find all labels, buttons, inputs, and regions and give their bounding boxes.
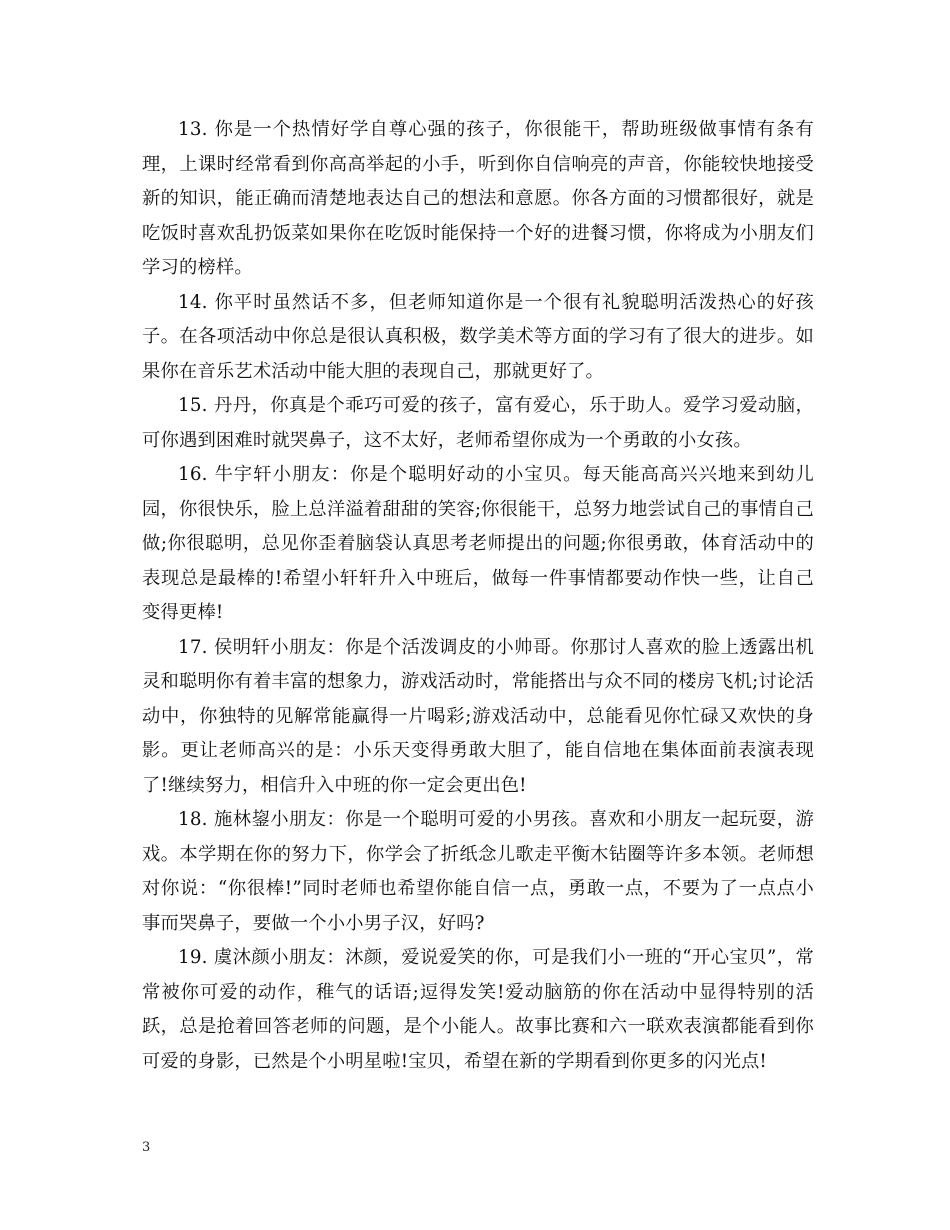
paragraph-15: 15. 丹丹，你真是个乖巧可爱的孩子，富有爱心，乐于助人。爱学习爱动脑，可你遇到困难时就哭鼻子，这不太好，老师希望你成为一个勇敢的小女孩。 bbox=[142, 395, 814, 451]
paragraph-19: 19. 虞沐颜小朋友：沐颜，爱说爱笑的你，可是我们小一班的“开心宝贝”，常常被你可爱的动作，稚气的话语;逗得发笑!爱动脑筋的你在活动中显得特别的活跃，总是抢着回答老师的问题，是个小能人。故事比赛和六一联欢表演都能看到你可爱的身影，已然是个小明星啦!宝贝，希望在新的学期看到你更多的闪光点! bbox=[142, 947, 814, 1072]
paragraph-13: 13. 你是一个热情好学自尊心强的孩子，你很能干，帮助班级做事情有条有理，上课时经常看到你高高举起的小手，听到你自信响亮的声音，你能较快地接受新的知识，能正确而清楚地表达自己的想法和意愿。你各方面的习惯都很好，就是吃饭时喜欢乱扔饭菜如果你在吃饭时能保持一个好的进餐习惯，你将成为小朋友们学习的榜样。 bbox=[142, 119, 814, 278]
page-number: 3 bbox=[142, 1140, 151, 1155]
paragraph-18: 18. 施林鋆小朋友：你是一个聪明可爱的小男孩。喜欢和小朋友一起玩耍，游戏。本学期在你的努力下，你学会了折纸念儿歌走平衡木钻圈等许多本领。老师想对你说：“你很棒!”同时老师也希望你能自信一点，勇敢一点，不要为了一点点小事而哭鼻子，要做一个小小男子汉，好吗? bbox=[142, 809, 814, 934]
paragraph-17: 17. 侯明轩小朋友：你是个活泼调皮的小帅哥。你那讨人喜欢的脸上透露出机灵和聪明你有着丰富的想象力，游戏活动时，常能搭出与众不同的楼房飞机;讨论活动中，你独特的见解常能赢得一片喝彩;游戏活动中，总能看见你忙碌又欢快的身影。更让老师高兴的是：小乐天变得勇敢大胆了，能自信地在集体面前表演表现了!继续努力，相信升入中班的你一定会更出色! bbox=[142, 636, 814, 796]
paragraph-16: 16. 牛宇轩小朋友：你是个聪明好动的小宝贝。每天能高高兴兴地来到幼儿园，你很快乐，脸上总洋溢着甜甜的笑容;你很能干，总努力地尝试自己的事情自己做;你很聪明，总见你歪着脑袋认真思考老师提出的问题;你很勇敢，体育活动中的表现总是最棒的!希望小轩轩升入中班后，做每一件事情都要动作快一些，让自己变得更棒! bbox=[142, 464, 814, 623]
paragraph-14: 14. 你平时虽然话不多，但老师知道你是一个很有礼貌聪明活泼热心的好孩子。在各项活动中你总是很认真积极，数学美术等方面的学习有了很大的进步。如果你在音乐艺术活动中能大胆的表现自己，那就更好了。 bbox=[142, 291, 814, 382]
document-body bbox=[142, 113, 814, 1079]
